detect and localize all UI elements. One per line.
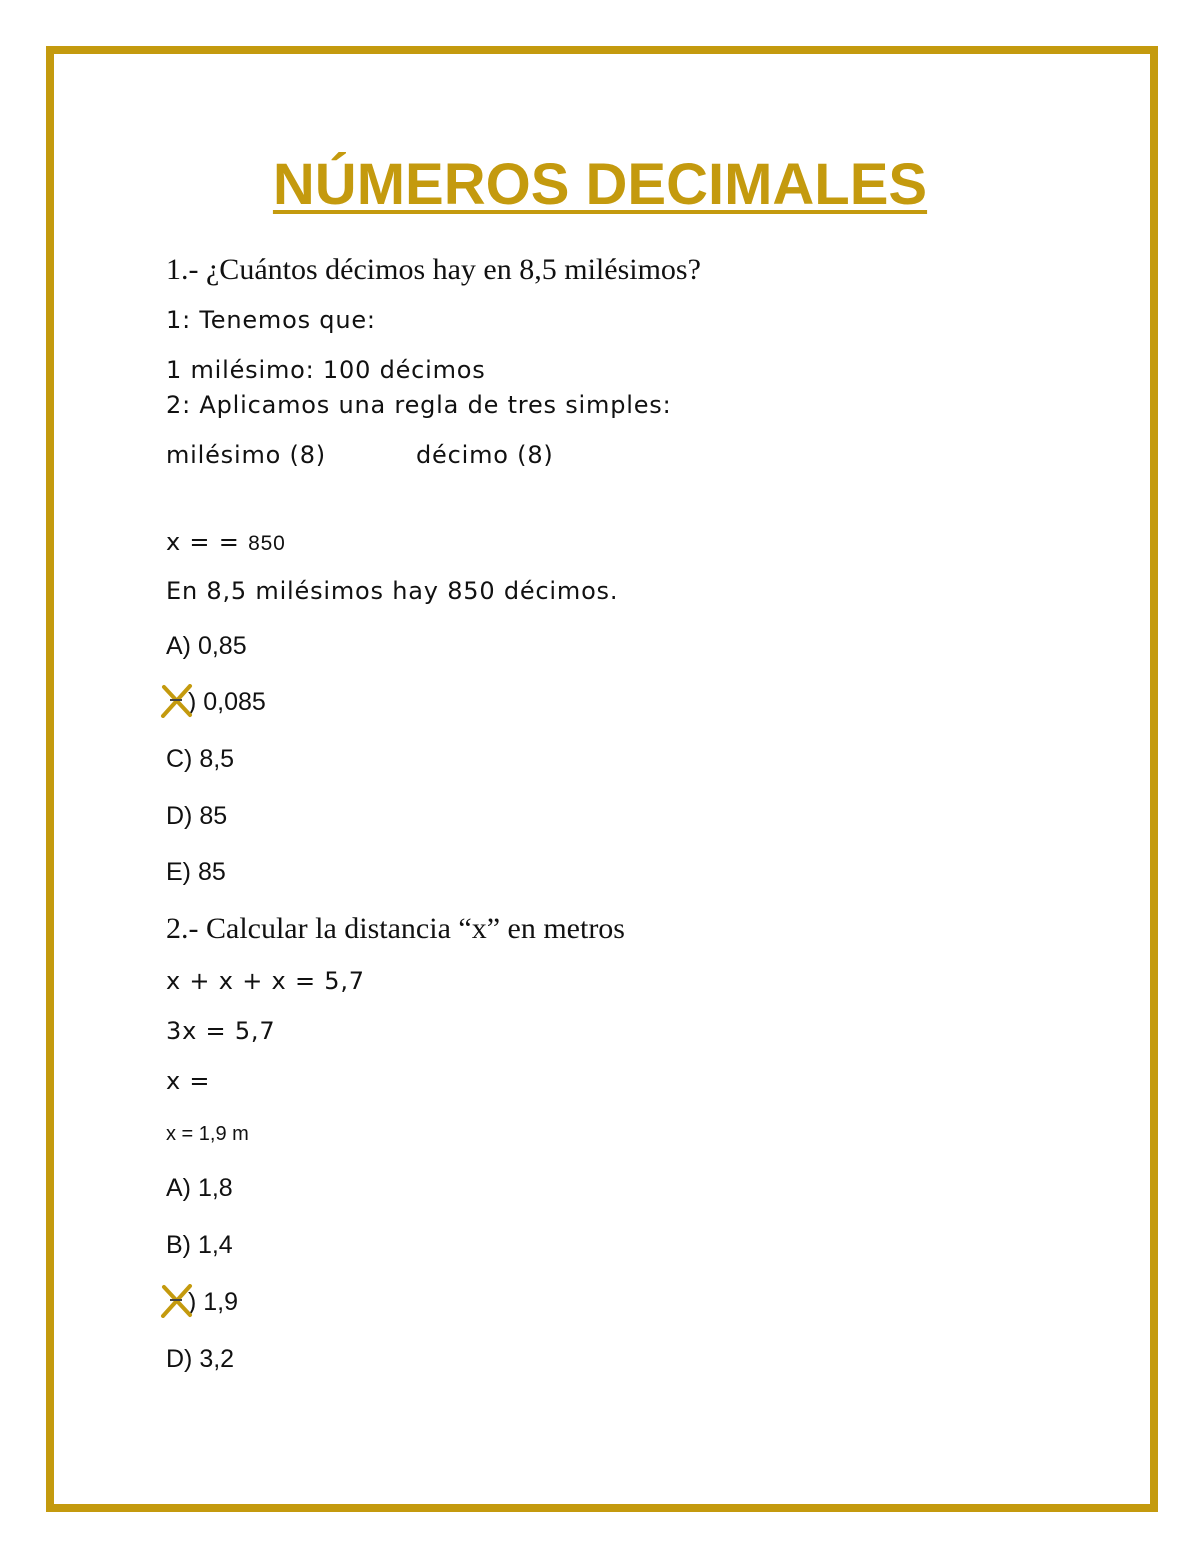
q2-option-d: D) 3,2 <box>166 1345 235 1373</box>
fact-line: 1 milésimo: 100 décimos <box>166 356 486 384</box>
equation-3: x = <box>166 1067 211 1095</box>
q1-option-c: C) 8,5 <box>166 745 235 773</box>
x-equation-1 <box>166 530 286 554</box>
cross-mark-icon <box>160 684 194 718</box>
q1-option-a: A) 0,85 <box>166 632 247 660</box>
step-2: 2: Aplicamos una regla de tres simples: <box>166 391 672 419</box>
question-2: 2.- Calcular la distancia “x” en metros <box>166 912 625 945</box>
step-1: 1: Tenemos que: <box>166 306 376 334</box>
question-1: 1.- ¿Cuántos décimos hay en 8,5 milésimos? <box>166 253 701 286</box>
x-equation-value: 850 <box>248 532 286 555</box>
answer-1: En 8,5 milésimos hay 850 décimos. <box>166 577 619 605</box>
cross-mark-icon <box>160 1284 194 1318</box>
q2-option-c: ) 1,9 <box>188 1288 239 1316</box>
equation-1: x + x + x = 5,7 <box>166 967 365 995</box>
q1-option-d: D) 85 <box>166 802 228 830</box>
result-line: x = 1,9 m <box>166 1123 249 1145</box>
q2-option-b: B) 1,4 <box>166 1231 233 1259</box>
page-title: NÚMEROS DECIMALES <box>272 152 928 217</box>
q2-option-a: A) 1,8 <box>166 1174 233 1202</box>
q1-option-b: ) 0,085 <box>188 688 266 716</box>
q1-option-e: E) 85 <box>166 858 226 886</box>
rule-column-a: milésimo (8) <box>166 441 326 469</box>
rule-column-b: décimo (8) <box>416 441 554 469</box>
equation-2: 3x = 5,7 <box>166 1017 276 1045</box>
x-equation-lhs: x = = <box>166 528 240 556</box>
